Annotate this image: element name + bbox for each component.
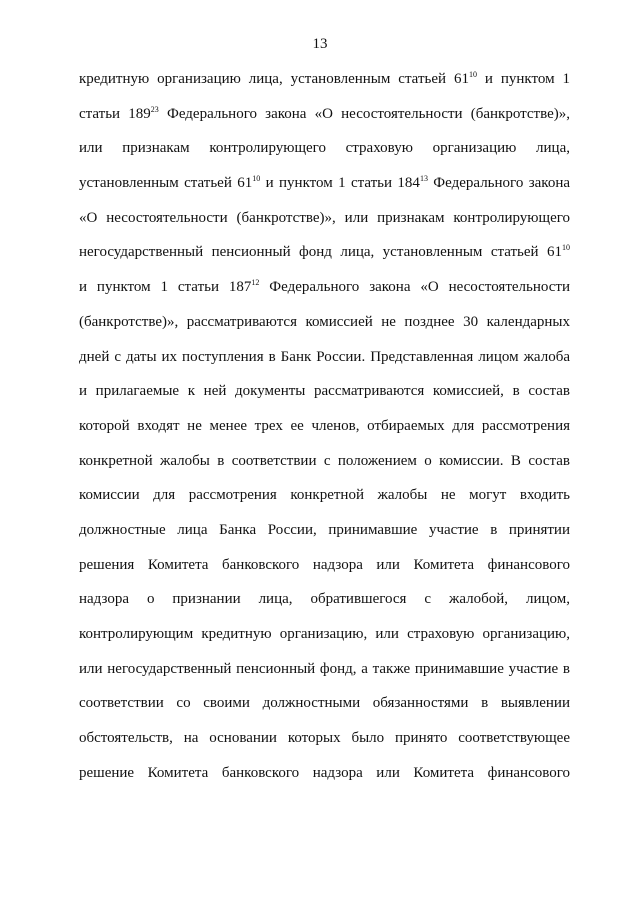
text-line [79, 270, 570, 305]
text-line [79, 478, 570, 513]
text-line [79, 62, 570, 97]
page-number: 13 [312, 36, 328, 52]
text-line [79, 235, 570, 270]
text-line [79, 686, 570, 721]
text-run: надзора о признании лица, обратившегося с жалобой, лицом, [79, 591, 570, 608]
text-run: и пунктом 1 статьи 184 [260, 175, 420, 192]
text-line [79, 513, 570, 548]
text-line [79, 340, 570, 375]
superscript-index: 10 [252, 174, 261, 184]
text-run: Федерального закона [427, 175, 570, 192]
text-run: контролирующим кредитную организацию, или страховую организацию, [79, 626, 570, 642]
text-run: и пунктом 1 [476, 71, 570, 87]
text-run: статьи 189 [79, 105, 151, 122]
text-run: Федерального закона «О несостоятельности (банкротстве)», [158, 105, 570, 122]
text-line [79, 131, 570, 166]
text-line [79, 444, 570, 479]
text-run: или негосударственный пенсионный фонд, а также принимавшие участие в [79, 660, 570, 677]
text-line [79, 756, 570, 791]
text-line [79, 548, 570, 583]
text-run: кредитную организацию лица, установленным статьей 61 [79, 71, 469, 87]
superscript-index: 10 [468, 70, 477, 79]
text-line [79, 582, 570, 617]
text-line [79, 305, 570, 340]
superscript-index: 13 [419, 174, 428, 184]
text-run: которой входят не менее трех ее членов, отбираемых для рассмотрения [79, 417, 570, 434]
document-body [79, 62, 570, 790]
text-run: дней с даты их поступления в Банк России. Представленная лицом жалоба [79, 348, 570, 365]
text-run: должностные лица Банка России, принимавшие участие в принятии [79, 521, 570, 538]
superscript-index: 10 [562, 243, 570, 253]
text-run: или признакам контролирующего страховую организацию лица, [79, 140, 570, 157]
text-run: «О несостоятельности (банкротстве)», или признакам контролирующего [79, 209, 570, 226]
text-run: установленным статьей 61 [79, 175, 253, 192]
text-run: и пунктом 1 статьи 187 [79, 279, 252, 296]
text-line [79, 374, 570, 409]
superscript-index: 12 [251, 278, 260, 288]
text-run: комиссии для рассмотрения конкретной жалобы не могут входить [79, 487, 570, 504]
text-run: негосударственный пенсионный фонд лица, установленным статьей 61 [79, 244, 562, 261]
text-line [79, 652, 570, 687]
text-run: Федерального закона «О несостоятельности [259, 279, 570, 296]
text-run: (банкротстве)», рассматриваются комиссией не позднее 30 календарных [79, 313, 570, 330]
text-line [79, 97, 570, 132]
text-run: соответствии со своими должностными обязанностями в выявлении [79, 695, 570, 712]
text-run: обстоятельств, на основании которых было принято соответствующее [79, 730, 570, 747]
text-line [79, 721, 570, 756]
text-line [79, 409, 570, 444]
text-line [79, 166, 570, 201]
text-line [79, 617, 570, 652]
text-run: конкретной жалобы в соответствии с положением о комиссии. В состав [79, 452, 570, 469]
superscript-index: 23 [150, 104, 159, 114]
text-run: решения Комитета банковского надзора или Комитета финансового [79, 556, 570, 573]
text-run: решение Комитета банковского надзора или Комитета финансового [79, 764, 570, 781]
text-run: и прилагаемые к ней документы рассматриваются комиссией, в состав [79, 383, 570, 400]
text-line [79, 201, 570, 236]
